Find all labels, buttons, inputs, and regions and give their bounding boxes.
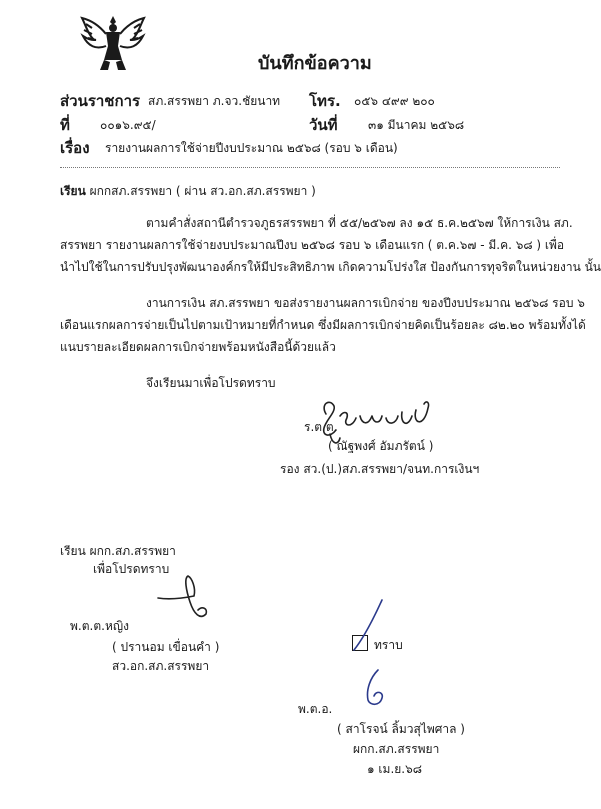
endorse1-line2: เพื่อโปรดทราบ xyxy=(93,562,170,576)
para1-line3: นำไปใช้ในการปรับปรุงพัฒนาองค์กรให้มีประสิทธิภาพ เกิดความโปร่งใส ป้องกันการทุจริตในหน่วยงาน นั้น xyxy=(60,260,601,274)
ref-value: ๐๐๑๖.๙๕/ xyxy=(100,118,156,132)
document-title: บันทึกข้อความ xyxy=(258,53,372,74)
header-divider xyxy=(60,167,560,168)
salutation-value: ผกกสภ.สรรพยา ( ผ่าน สว.อก.สภ.สรรพยา ) xyxy=(89,184,316,198)
para2-line1: งานการเงิน สภ.สรรพยา ขอส่งรายงานผลการเบิกจ่าย ของปีงบประมาณ ๒๕๖๘ รอบ ๖ xyxy=(146,296,585,310)
para1-line1: ตามคำสั่งสถานีตำรวจภูธรสรรพยา ที่ ๕๕/๒๕๖๗ ลง ๑๕ ธ.ค.๒๕๖๗ ให้การเงิน สภ. xyxy=(146,216,573,230)
endorse1-position: สว.อก.สภ.สรรพยา xyxy=(112,659,210,673)
phone-value: ๐๕๖ ๔๙๙ ๒๐๐ xyxy=(354,94,435,108)
date-label: วันที่ xyxy=(309,116,338,134)
endorse2-rank: พ.ต.อ. xyxy=(298,702,333,716)
signature-3 xyxy=(356,664,396,708)
date-value: ๓๑ มีนาคม ๒๕๖๘ xyxy=(368,118,465,132)
endorse2-date: ๑ เม.ย.๖๘ xyxy=(367,762,422,776)
ref-label: ที่ xyxy=(60,116,70,134)
signer1-rank: ร.ต.ต. xyxy=(304,420,338,434)
garuda-emblem xyxy=(80,14,146,74)
endorse1-line1: เรียน ผกก.สภ.สรรพยา xyxy=(60,544,176,558)
endorse1-name: ( ปรานอม เขื่อนคำ ) xyxy=(112,640,220,654)
salutation-label: เรียน xyxy=(60,184,86,198)
endorse2-position: ผกก.สภ.สรรพยา xyxy=(353,742,440,756)
subject-label: เรื่อง xyxy=(60,139,90,157)
signature-2 xyxy=(150,568,220,624)
signer1-position: รอง สว.(ป.)สภ.สรรพยา/จนท.การเงินฯ xyxy=(280,462,480,476)
subject-value: รายงานผลการใช้จ่ายปีงบประมาณ ๒๕๖๘ (รอบ ๖ เดือน) xyxy=(105,141,398,155)
para2-line2: เดือนแรกผลการจ่ายเป็นไปตามเป้าหมายที่กำหนด ซึ่งมีผลการเบิกจ่ายคิดเป็นร้อยละ ๘๒.๒๐ พร้อมทั้งได้ xyxy=(60,318,586,332)
endorse1-rank: พ.ต.ต.หญิง xyxy=(70,619,129,633)
para1-line2: สรรพยา รายงานผลการใช้จ่ายงบประมาณปีงบ ๒๕๖๘ รอบ ๖ เดือนแรก ( ต.ค.๖๗ - มี.ค. ๖๘ ) เพื่อ xyxy=(60,238,565,252)
agency-value: สภ.สรรพยา ภ.จว.ชัยนาท xyxy=(148,94,281,108)
acknowledge-label: ทราบ xyxy=(374,638,403,652)
phone-label: โทร. xyxy=(309,92,341,110)
agency-label: ส่วนราชการ xyxy=(60,92,141,110)
endorse2-name: ( สาโรจน์ ลิ้มวสุไพศาล ) xyxy=(337,722,465,736)
salutation xyxy=(60,182,316,201)
para2-line3: แนบรายละเอียดผลการเบิกจ่ายพร้อมหนังสือนี้ด้วยแล้ว xyxy=(60,340,336,354)
closing-line: จึงเรียนมาเพื่อโปรดทราบ xyxy=(146,376,276,390)
signer1-name: ( ณัฐพงศ์ อัมภรัตน์ ) xyxy=(328,439,434,453)
